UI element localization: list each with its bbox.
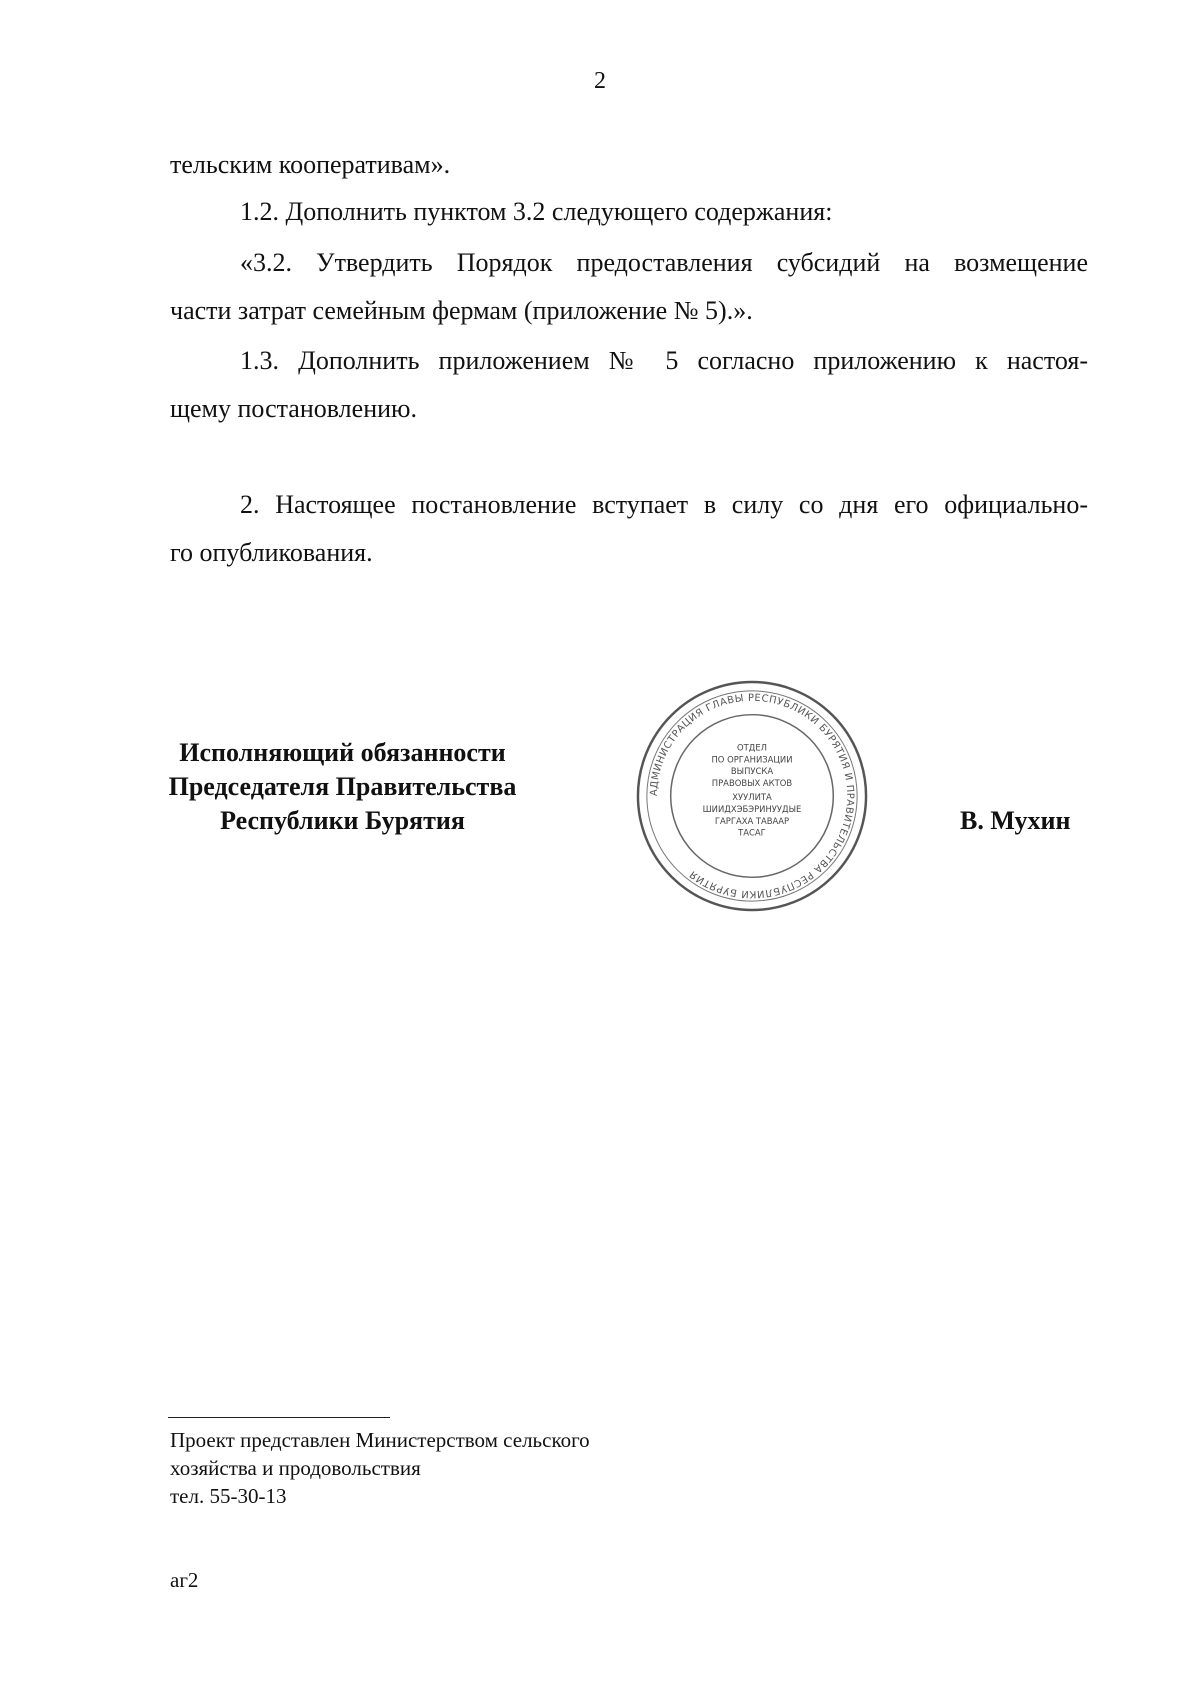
page-number: 2 xyxy=(594,68,606,94)
stamp-text: ОТДЕЛ xyxy=(737,742,767,753)
paragraph-line: 1.3. Дополнить приложением № 5 согласно приложению к настоя- xyxy=(240,346,1088,375)
paragraph-line: 2. Настоящее постановление вступает в силу со дня его официально- xyxy=(240,490,1088,519)
stamp-ring-text: АДМИНИСТРАЦИЯ ГЛАВЫ РЕСПУБЛИКИ БУРЯТИЯ И ПРАВИТЕЛЬСТВА РЕСПУБЛИКИ БУРЯТИЯ xyxy=(648,692,856,900)
stamp-text: ШИИДХЭБЭРИНУУДЫЕ xyxy=(702,803,802,814)
paragraph-line: тельским кооперативам». xyxy=(170,150,451,179)
document-code: аг2 xyxy=(170,1568,199,1592)
signer-name: В. Мухин xyxy=(960,806,1071,835)
stamp-text: ТАСАГ xyxy=(738,827,766,838)
footer-phone: тел. 55-30-13 xyxy=(170,1484,287,1508)
signer-title-line: Республики Бурятия xyxy=(220,806,465,835)
footer-note-line: хозяйства и продовольствия xyxy=(170,1456,421,1480)
signer-title xyxy=(150,736,535,838)
official-stamp xyxy=(633,677,871,915)
stamp-text: ПО ОРГАНИЗАЦИИ xyxy=(711,754,793,765)
footer-note-line: Проект представлен Министерством сельского xyxy=(170,1428,590,1452)
stamp-text: ХУУЛИТА xyxy=(732,791,772,802)
paragraph-line: го опубликования. xyxy=(170,538,373,567)
stamp-text: ГАРГАХА ТАВААР xyxy=(714,815,790,826)
stamp-text: ПРАВОВЫХ АКТОВ xyxy=(711,778,793,789)
paragraph-line: части затрат семейным фермам (приложение № 5).». xyxy=(170,296,753,325)
signer-title-line: Председателя Правительства xyxy=(168,772,517,801)
footer-divider xyxy=(168,1417,390,1418)
stamp-text: ВЫПУСКА xyxy=(730,766,774,777)
paragraph-line: щему постановлению. xyxy=(170,394,417,423)
signer-title-line: Исполняющий обязанности xyxy=(179,738,506,767)
paragraph-line: «3.2. Утвердить Порядок предоставления субсидий на возмещение xyxy=(240,248,1088,277)
paragraph-line: 1.2. Дополнить пунктом 3.2 следующего содержания: xyxy=(240,197,833,226)
